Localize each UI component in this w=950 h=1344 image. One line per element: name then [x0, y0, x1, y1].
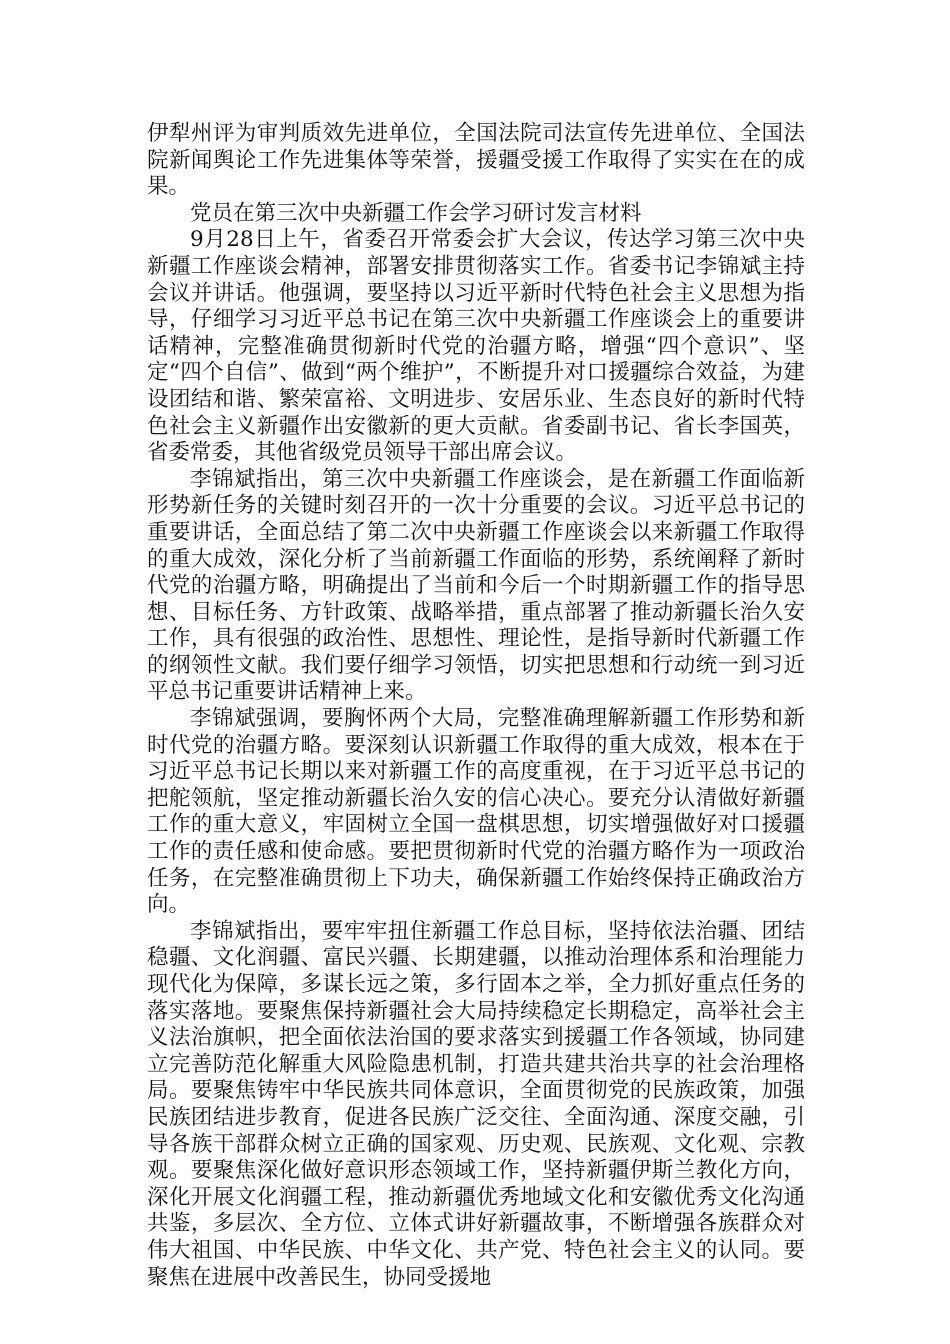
- body-paragraph: 李锦斌指出，要牢牢扭住新疆工作总目标，坚持依法治疆、团结稳疆、文化润疆、富民兴疆、长期建疆，以推动治理体系和治理能力现代化为保障，多谋长远之策，多行固本之举，全力抓好重点任务的落实落地。要聚焦保持新疆社会大局持续稳定长期稳定，高举社会主义法治旗帜，把全面依法治国的要求落实到援疆工作各领域，协同建立完善防范化解重大风险隐患机制，打造共建共治共享的社会治理格局。要聚焦铸牢中华民族共同体意识，全面贯彻党的民族政策，加强民族团结进步教育，促进各民族广泛交往、全面沟通、深度交融，引导各族干部群众树立正确的国家观、历史观、民族观、文化观、宗教观。要聚焦深化做好意识形态领域工作，坚持新疆伊斯兰教化方向，深化开展文化润疆工程，推动新疆优秀地域文化和安徽优秀文化沟通共鉴，多层次、全方位、立体式讲好新疆故事，不断增强各族群众对伟大祖国、中华民族、中华文化、共产党、特色社会主义的认同。要聚焦在进展中改善民生，协同受援地: [147, 918, 805, 1290]
- paragraph-continuation: 伊犁州评为审判质效先进单位，全国法院司法宣传先进单位、全国法院新闻舆论工作先进集体等荣誉，援疆受援工作取得了实实在在的成果。: [147, 121, 805, 200]
- document-body: [147, 121, 805, 1291]
- section-heading: 党员在第三次中央新疆工作会学习研讨发言材料: [190, 200, 642, 226]
- body-paragraph: 李锦斌强调，要胸怀两个大局，完整准确理解新疆工作形势和新时代党的治疆方略。要深刻认识新疆工作取得的重大成效，根本在于习近平总书记长期以来对新疆工作的高度重视，在于习近平总书记的把舵领航，坚定推动新疆长治久安的信心决心。要充分认清做好新疆工作的重大意义，牢固树立全国一盘棋思想，切实增强做好对口援疆工作的责任感和使命感。要把贯彻新时代党的治疆方略作为一项政治任务，在完整准确贯彻上下功夫，确保新疆工作始终保持正确政治方向。: [147, 706, 805, 918]
- body-paragraph: 9月28日上午，省委召开常委会扩大会议，传达学习第三次中央新疆工作座谈会精神，部署安排贯彻落实工作。省委书记李锦斌主持会议并讲话。他强调，要坚持以习近平新时代特色社会主义思想为指导，仔细学习习近平总书记在第三次中央新疆工作座谈会上的重要讲话精神，完整准确贯彻新时代党的治疆方略，增强“四个意识”、坚定“四个自信”、做到“两个维护”，不断提升对口援疆综合效益，为建设团结和谐、繁荣富裕、文明进步、安居乐业、生态良好的新时代特色社会主义新疆作出安徽新的更大贡献。省委副书记、省长李国英，省委常委，其他省级党员领导干部出席会议。: [147, 227, 805, 466]
- body-paragraph: 李锦斌指出，第三次中央新疆工作座谈会，是在新疆工作面临新形势新任务的关键时刻召开的一次十分重要的会议。习近平总书记的重要讲话，全面总结了第二次中央新疆工作座谈会以来新疆工作取得的重大成效，深化分析了当前新疆工作面临的形势，系统阐释了新时代党的治疆方略，明确提出了当前和今后一个时期新疆工作的指导思想、目标任务、方针政策、战略举措，重点部署了推动新疆长治久安工作，具有很强的政治性、思想性、理论性，是指导新时代新疆工作的纲领性文献。我们要仔细学习领悟，切实把思想和行动统一到习近平总书记重要讲话精神上来。: [147, 466, 805, 705]
